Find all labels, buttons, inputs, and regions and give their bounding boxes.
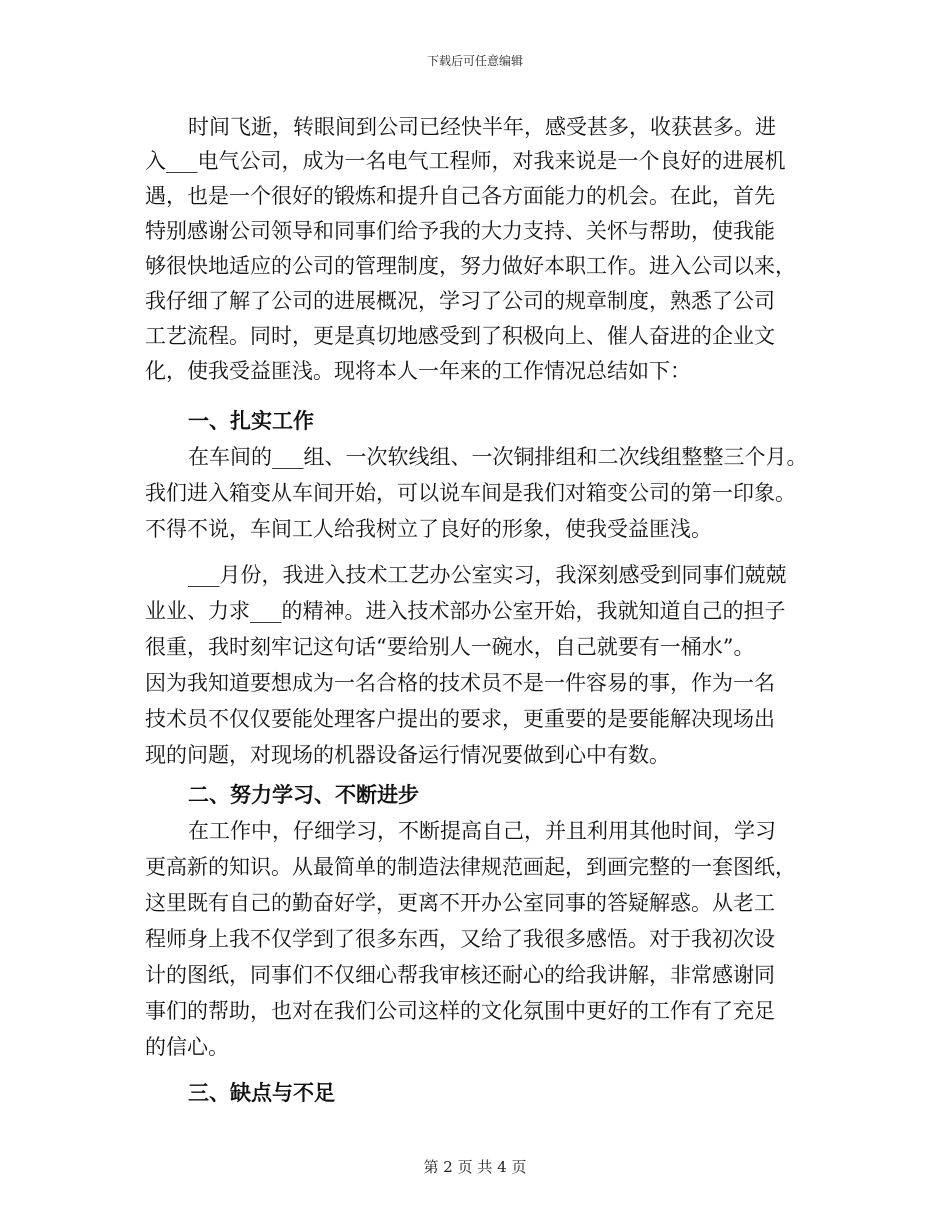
paragraph-line: 程师身上我不仅学到了很多东西，又给了我很多感悟。对于我初次设 [145, 927, 775, 951]
paragraph-line: 遇，也是一个很好的锻炼和提升自己各方面能力的机会。在此，首先 [145, 184, 775, 208]
paragraph-line: 我仔细了解了公司的进展概况，学习了公司的规章制度，熟悉了公司 [145, 289, 775, 313]
paragraph-line: 够很快地适应的公司的管理制度，努力做好本职工作。进入公司以来， [145, 254, 796, 278]
paragraph-line: 我们进入箱变从车间开始，可以说车间是我们对箱变公司的第一印象。 [145, 481, 796, 505]
paragraph-line: 计的图纸，同事们不仅细心帮我审核还耐心的给我讲解，非常感谢同 [145, 963, 775, 987]
section-heading: 三、缺点与不足 [188, 1080, 335, 1105]
paragraph-line: 因为我知道要想成为一名合格的技术员不是一件容易的事，作为一名 [145, 671, 775, 695]
paragraph-line: ___月份，我进入技术工艺办公室实习，我深刻感受到同事们兢兢 [188, 563, 787, 587]
paragraph-line: 现的问题，对现场的机器设备运行情况要做到心中有数。 [145, 743, 670, 767]
page-number: 第 2 页 共 4 页 [423, 1158, 527, 1176]
paragraph-line: 很重，我时刻牢记这句话“要给别人一碗水，自己就要有一桶水”。 [145, 635, 755, 659]
paragraph-line: 更高新的知识。从最简单的制造法律规范画起，到画完整的一套图纸， [145, 855, 796, 879]
paragraph-line: 技术员不仅仅要能处理客户提出的要求，更重要的是要能解决现场出 [145, 707, 775, 731]
paragraph-line: 事们的帮助，也对在我们公司这样的文化氛围中更好的工作有了充足 [145, 999, 775, 1023]
paragraph-line: 特别感谢公司领导和同事们给予我的大力支持、关怀与帮助，使我能 [145, 219, 775, 243]
page-header: 下载后可任意编辑 [426, 54, 523, 68]
paragraph-line: 时间飞逝，转眼间到公司已经快半年，感受甚多，收获甚多。进 [188, 115, 776, 139]
paragraph-line: 这里既有自己的勤奋好学，更离不开办公室同事的答疑解惑。从老工 [145, 891, 775, 915]
paragraph-line: 化，使我受益匪浅。现将本人一年来的工作情况总结如下： [145, 359, 691, 383]
paragraph-line: 业业、力求___的精神。进入技术部办公室开始，我就知道自己的担子 [145, 599, 786, 623]
paragraph-line: 入___电气公司，成为一名电气工程师，对我来说是一个良好的进展机 [145, 149, 786, 173]
section-heading: 一、扎实工作 [188, 408, 314, 433]
paragraph-line: 在工作中，仔细学习，不断提高自己，并且利用其他时间，学习 [188, 819, 776, 843]
paragraph-line: 的信心。 [145, 1035, 229, 1059]
paragraph-line: 工艺流程。同时，更是真切地感受到了积极向上、催人奋进的企业文 [145, 324, 775, 348]
paragraph-line: 不得不说，车间工人给我树立了良好的形象，使我受益匪浅。 [145, 517, 712, 541]
section-heading: 二、努力学习、不断进步 [188, 782, 419, 807]
paragraph-line: 在车间的___组、一次软线组、一次铜排组和二次线组整整三个月。 [188, 445, 808, 469]
